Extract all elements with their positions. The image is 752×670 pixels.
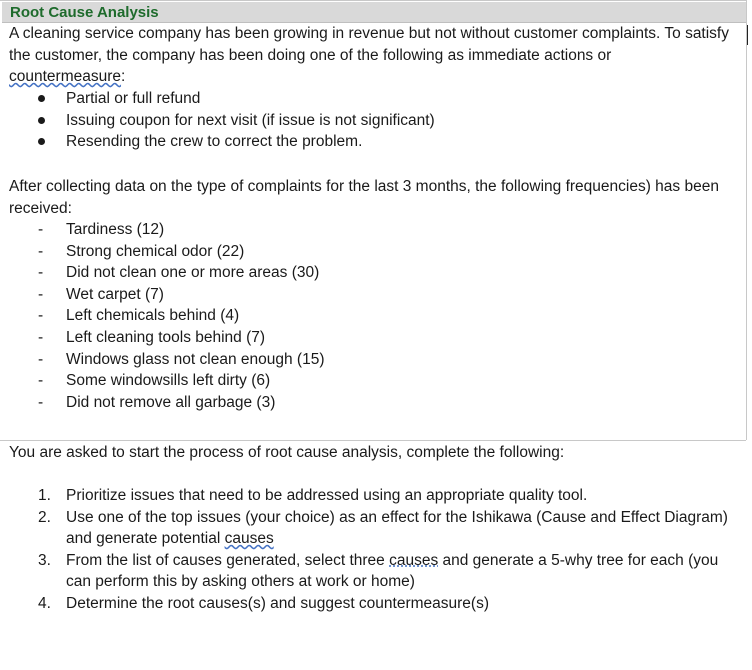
complaint-text: Did not clean one or more areas (30)	[66, 264, 320, 282]
cell-right-border	[746, 0, 747, 440]
task-number: 3.	[38, 551, 51, 569]
task-text-part: From the list of causes generated, select three	[66, 551, 390, 569]
task-intro[interactable]: You are asked to start the process of root cause analysis, complete the following:	[9, 444, 565, 461]
complaints-intro[interactable]: After collecting data on the type of complaints for the last 3 months, the following frequencies) has been received:	[9, 178, 719, 217]
intro-colon: :	[121, 68, 126, 86]
complaint-text: Left cleaning tools behind (7)	[66, 328, 266, 346]
causes-word: causes	[224, 530, 274, 548]
document-title: Root Cause Analysis	[10, 4, 159, 21]
complaint-text: Windows glass not clean enough (15)	[66, 350, 325, 368]
task-text	[66, 507, 746, 550]
task-number: 1.	[38, 487, 51, 504]
countermeasure-word: countermeasure	[9, 68, 122, 86]
dash-marker: -	[38, 264, 44, 282]
intro-paragraph[interactable]	[9, 23, 731, 88]
action-text: Resending the crew to correct the problem.	[66, 133, 363, 151]
complaint-text: Left chemicals behind (4)	[66, 307, 240, 325]
dash-marker: -	[38, 350, 44, 368]
bullet-icon	[38, 95, 45, 102]
task-text-part: and generate a 5-why tree for each (you can perform this by asking others at work or home)	[66, 551, 719, 591]
task-text-part: Use one of the top issues (your choice) as an effect for the Ishikawa (Cause and Effect Diagram) and generate potential	[66, 508, 728, 548]
bullet-icon	[38, 138, 45, 145]
task-text: Prioritize issues that need to be addressed using an appropriate quality tool.	[66, 487, 588, 504]
action-text: Partial or full refund	[66, 90, 201, 107]
text-cursor	[747, 25, 748, 45]
complaint-text: Did not remove all garbage (3)	[66, 393, 276, 411]
complaint-text: Some windowsills left dirty (6)	[66, 372, 271, 390]
dash-marker: -	[38, 393, 44, 411]
dash-marker: -	[38, 242, 44, 260]
dash-marker: -	[38, 307, 44, 325]
bullet-icon	[38, 117, 45, 124]
task-number: 2.	[38, 508, 51, 526]
cell-divider	[0, 440, 746, 441]
dash-marker: -	[38, 221, 44, 238]
task-number: 4.	[38, 594, 51, 612]
action-text: Issuing coupon for next visit (if issue is not significant)	[66, 111, 435, 129]
complaint-text: Strong chemical odor (22)	[66, 242, 245, 260]
dash-marker: -	[38, 285, 44, 303]
intro-text: A cleaning service company has been growing in revenue but not without customer complaints. To satisfy the customer, the company has been doing one of the following as immediate actions or	[9, 25, 729, 64]
task-text: Determine the root causes(s) and suggest countermeasure(s)	[66, 594, 490, 612]
title-bar	[2, 2, 746, 23]
dash-marker: -	[38, 372, 44, 390]
complaint-text: Wet carpet (7)	[66, 285, 164, 303]
top-border	[0, 0, 746, 1]
causes-word: causes	[389, 551, 439, 569]
task-text	[66, 550, 746, 593]
complaint-text: Tardiness (12)	[66, 221, 165, 238]
dash-marker: -	[38, 328, 44, 346]
